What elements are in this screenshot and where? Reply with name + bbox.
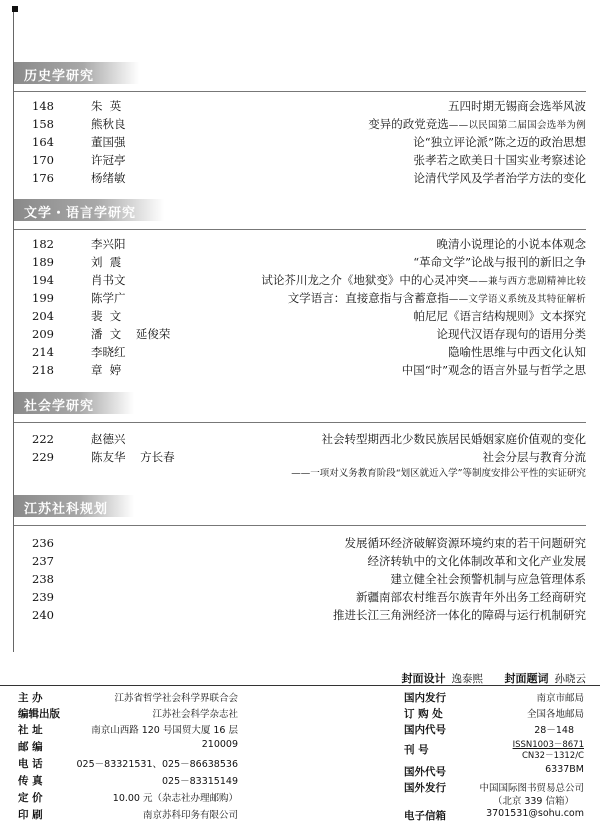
author: 陈友华 方长春: [91, 450, 175, 464]
article-title: 新疆南部农村维吾尔族青年外出务工经商研究: [356, 590, 586, 604]
article-title: 晚清小说理论的小说本体观念: [436, 237, 586, 251]
author: 潘 文 延俊荣: [91, 327, 171, 341]
masthead-label: 社 址: [18, 724, 43, 736]
section-header-jiangsu-planning: [14, 495, 134, 517]
masthead-label: 印 刷: [18, 809, 43, 821]
masthead-value: ISSN1003－8671: [512, 740, 584, 750]
masthead-row: [18, 807, 238, 823]
page-number: 194: [32, 273, 54, 287]
toc-row[interactable]: [14, 325, 586, 343]
toc-row[interactable]: [14, 588, 586, 606]
toc-row[interactable]: [14, 151, 586, 169]
toc-row[interactable]: [14, 115, 586, 133]
masthead-row: [18, 706, 238, 722]
masthead-value: 南京市邮局: [536, 693, 584, 704]
article-title: “革命文学”论战与报刊的新旧之争: [413, 255, 586, 269]
author: 刘 震: [91, 255, 122, 269]
article-title: 经济转轨中的文化体制改革和文化产业发展: [367, 554, 586, 568]
toc-row[interactable]: [14, 430, 586, 448]
section-rule: [14, 91, 586, 92]
masthead-right: [404, 690, 584, 825]
author: 章 婷: [91, 363, 122, 377]
toc-row[interactable]: [14, 133, 586, 151]
toc-row[interactable]: [14, 552, 586, 570]
article-title: 推进长江三角洲经济一体化的障碍与运行机制研究: [333, 608, 586, 622]
page-number: 209: [32, 327, 54, 341]
masthead-label: 电 话: [18, 758, 43, 770]
page-number: 148: [32, 99, 54, 113]
article-title: 社会转型期西北少数民族居民婚姻家庭价值观的变化: [321, 432, 586, 446]
masthead-value: 025－83315149: [162, 776, 238, 787]
masthead-value: 10.00 元（杂志社办理邮购）: [112, 793, 238, 804]
masthead-value-2: （北京 339 信箱）: [492, 796, 574, 807]
page-number: 218: [32, 363, 54, 377]
page-number: 182: [32, 237, 54, 251]
page-number: 239: [32, 590, 54, 604]
article-title: 隐喻性思维与中西文化认知: [448, 345, 586, 359]
toc-row[interactable]: [14, 606, 586, 624]
article-title: 五四时期无锡商会选举风波: [448, 99, 586, 113]
section-rule: [14, 525, 586, 526]
masthead-row: [404, 808, 584, 824]
cover-title-name: 孙晓云: [554, 673, 586, 685]
masthead-value: 025－83321531、025－86638536: [76, 759, 238, 770]
article-title: 张孝若之欧美日十国实业考察述论: [413, 153, 586, 167]
masthead-row: [404, 738, 584, 762]
section-rule: [14, 229, 586, 230]
masthead-row: [18, 722, 238, 738]
page-number: 240: [32, 608, 54, 622]
article-title: 中国“时”观念的语言外显与哲学之思: [401, 363, 586, 377]
section-title: 历史学研究: [24, 69, 95, 84]
masthead-value: 中国国际图书贸易总公司: [479, 783, 584, 794]
toc-row[interactable]: [14, 448, 586, 466]
article-title: 发展循环经济破解资源环境约束的若干问题研究: [344, 536, 586, 550]
masthead-label: 定 价: [18, 792, 43, 804]
toc-row[interactable]: [14, 169, 586, 187]
masthead-label: 国外发行: [404, 782, 446, 794]
masthead-value: 全国各地邮局: [526, 709, 584, 720]
page-number: 214: [32, 345, 54, 359]
toc-row[interactable]: [14, 343, 586, 361]
toc-row[interactable]: [14, 534, 586, 552]
section-title: 江苏社科规划: [24, 502, 109, 517]
masthead-label: 订 购 处: [404, 708, 443, 720]
cover-title-label: 封面题词: [504, 672, 549, 685]
masthead-label: 电子信箱: [404, 810, 446, 822]
masthead-row: [404, 690, 584, 706]
masthead-label: 邮 编: [18, 741, 43, 753]
author: 朱 英: [91, 99, 122, 113]
toc-row[interactable]: [14, 361, 586, 379]
masthead-value: 210009: [201, 739, 238, 750]
masthead-value: 南京山西路 120 号国贸大厦 16 层: [91, 725, 238, 736]
toc-row[interactable]: [14, 253, 586, 271]
toc-row[interactable]: [14, 307, 586, 325]
masthead-row: [18, 756, 238, 772]
article-title: 文学语言：直接意指与含蓄意指——文学语义系统及其特征解析: [287, 291, 586, 305]
page-number: 176: [32, 171, 54, 185]
masthead-label: 国内发行: [404, 692, 446, 704]
author: 熊秋良: [91, 117, 126, 131]
toc-row[interactable]: [14, 97, 586, 115]
masthead-label: 刊 号: [404, 744, 429, 756]
masthead-value: 3701531@sohu.com: [486, 808, 584, 819]
author: 杨绪敏: [91, 171, 126, 185]
page-number: 238: [32, 572, 54, 586]
masthead-row: [18, 773, 238, 789]
cover-credits: [402, 670, 587, 686]
page-number: 199: [32, 291, 54, 305]
section-header-history: [14, 62, 139, 84]
article-title: 论“独立评论派”陈之迈的政治思想: [413, 135, 586, 149]
section-header-sociology: [14, 392, 134, 414]
article-title: 试论芥川龙之介《地狱变》中的心灵冲突——兼与西方悲剧精神比较: [261, 273, 586, 287]
masthead-row: [18, 690, 238, 706]
section-title: 文学・语言学研究: [24, 206, 137, 221]
article-subtitle: ——兼与西方悲剧精神比较: [468, 276, 586, 287]
page-number: 189: [32, 255, 54, 269]
page-number: 170: [32, 153, 54, 167]
page-number: 236: [32, 536, 54, 550]
page-number: 222: [32, 432, 54, 446]
toc-row[interactable]: [14, 289, 586, 307]
toc-row[interactable]: [14, 235, 586, 253]
page-number: 229: [32, 450, 54, 464]
article-title: 论清代学风及学者治学方法的变化: [413, 171, 586, 185]
author: 李晓红: [91, 345, 126, 359]
masthead-value: 28－148: [534, 725, 574, 736]
masthead-row: [404, 764, 584, 780]
author: 陈学广: [91, 291, 126, 305]
masthead-rule: [0, 685, 600, 686]
toc-row[interactable]: [14, 570, 586, 588]
author: 裴 文: [91, 309, 122, 323]
page-number: 237: [32, 554, 54, 568]
author: 肖书文: [91, 273, 126, 287]
section-title: 社会学研究: [24, 399, 95, 414]
author: 许冠亭: [91, 153, 126, 167]
article-subtitle: ——文学语义系统及其特征解析: [448, 294, 586, 305]
masthead-label: 编辑出版: [18, 708, 60, 720]
section-rule: [14, 422, 586, 423]
masthead-row: [18, 739, 238, 755]
article-title: 社会分层与教育分流: [482, 450, 586, 464]
cover-design-name: 逸泰熙: [451, 673, 483, 685]
masthead-value: 6337BM: [545, 764, 584, 775]
masthead-row: [404, 722, 584, 738]
masthead-label: 传 真: [18, 775, 43, 787]
masthead-left: [18, 690, 238, 825]
masthead-label: 国外代号: [404, 766, 446, 778]
page-number: 158: [32, 117, 54, 131]
masthead-row: [404, 706, 584, 722]
toc-row[interactable]: [14, 271, 586, 289]
author: 赵德兴: [91, 432, 126, 446]
page-number: 204: [32, 309, 54, 323]
article-title: 建立健全社会预警机制与应急管理体系: [390, 572, 586, 586]
author: 李兴阳: [91, 237, 126, 251]
article-subtitle: ——以民国第二届国会选举为例: [448, 120, 586, 131]
masthead-value: 南京苏科印务有限公司: [142, 810, 238, 821]
page-number: 164: [32, 135, 54, 149]
masthead-label: 国内代号: [404, 724, 446, 736]
article-title: 论现代汉语存现句的语用分类: [436, 327, 586, 341]
article-title: 帕尼尼《语言结构规则》文本探究: [413, 309, 586, 323]
cover-design-label: 封面设计: [401, 672, 446, 685]
section-header-literature: [14, 199, 164, 221]
masthead-row: [18, 790, 238, 806]
masthead-label: 主 办: [18, 692, 43, 704]
article-title: 变异的政党竞选——以民国第二届国会选举为例: [368, 117, 586, 131]
masthead-row: [404, 780, 584, 808]
article-subtitle-continuation: ——一项对义务教育阶段“划区就近入学”等制度安排公平性的实证研究: [291, 468, 586, 479]
author: 董国强: [91, 135, 126, 149]
masthead-value-2: CN32－1312/C: [521, 751, 584, 761]
masthead-value: 江苏省哲学社会科学界联合会: [114, 693, 238, 704]
masthead-value: 江苏社会科学杂志社: [152, 709, 238, 720]
